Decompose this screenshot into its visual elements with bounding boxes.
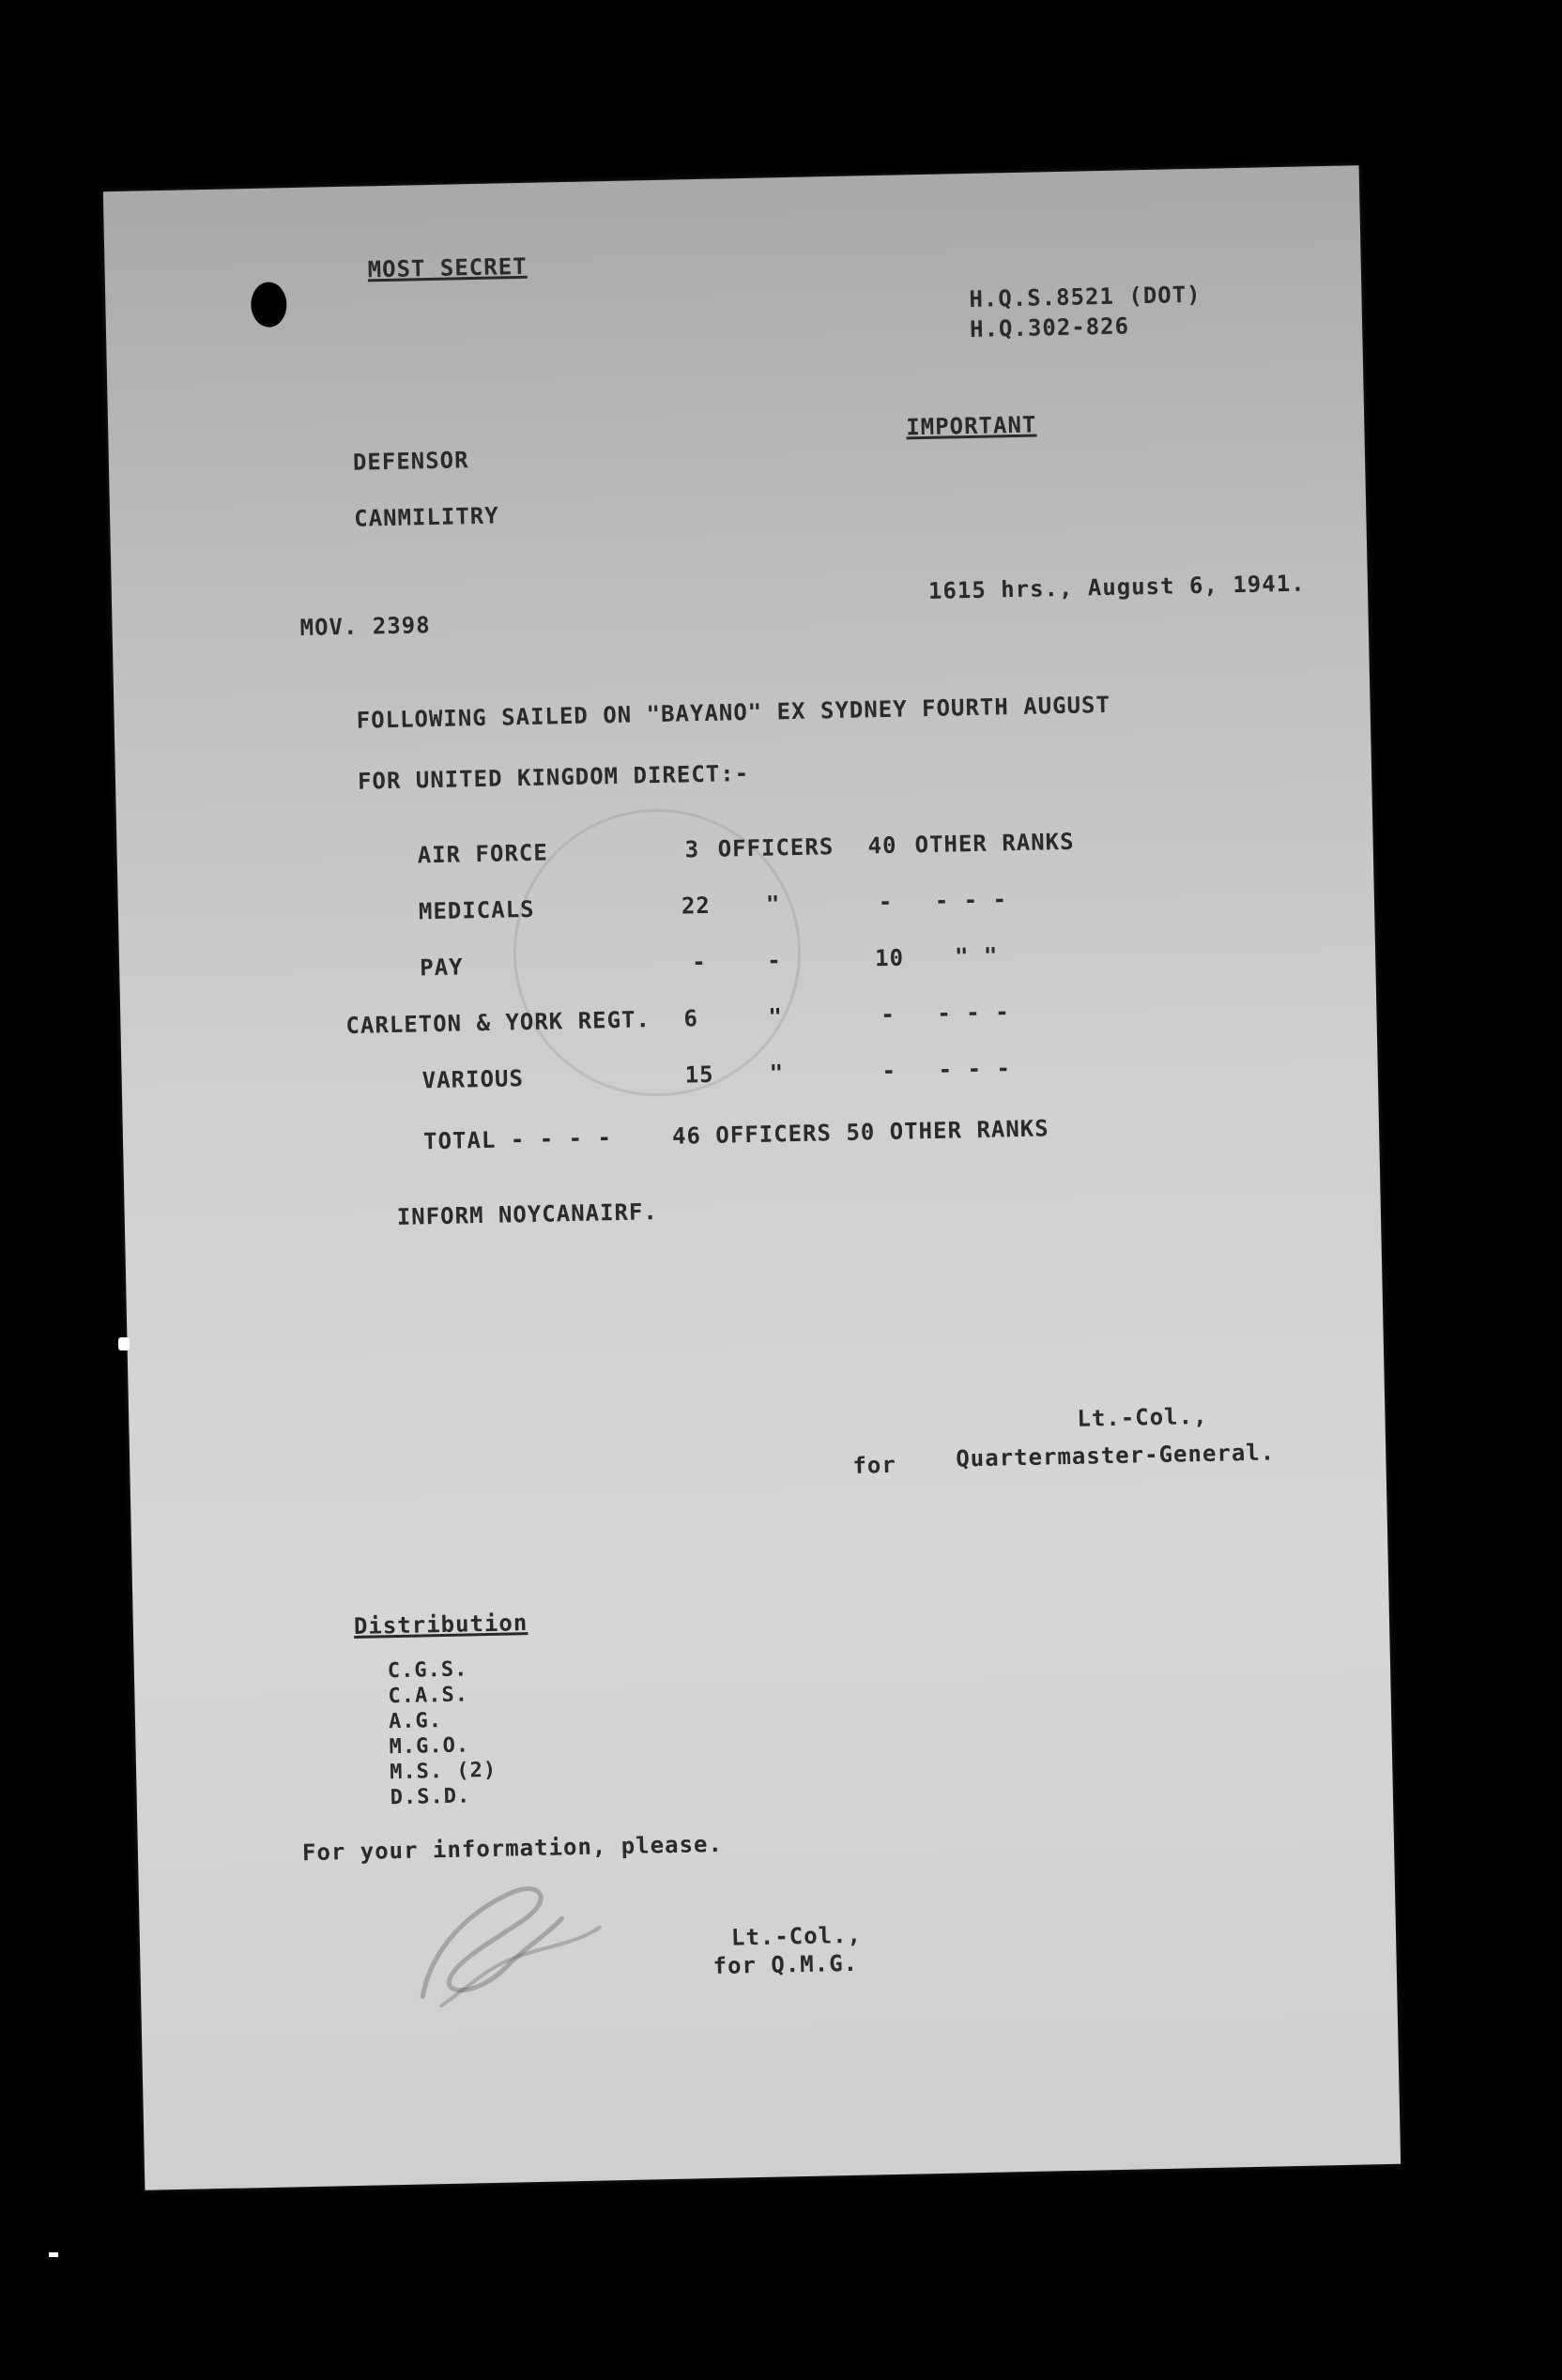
officers-label: OFFICERS bbox=[717, 833, 835, 862]
total-value: 46 OFFICERS 50 OTHER RANKS bbox=[671, 1115, 1049, 1150]
officers-label: " bbox=[769, 1060, 785, 1087]
handwritten-signature bbox=[401, 1852, 611, 2025]
signoff-for-line: Quartermaster-General. bbox=[956, 1439, 1276, 1472]
addressee-1: DEFENSOR bbox=[352, 447, 469, 476]
other-ranks-label: - - - bbox=[937, 999, 1010, 1027]
unit-name: MEDICALS bbox=[418, 895, 535, 925]
classification-label: MOST SECRET bbox=[367, 252, 528, 283]
punch-hole bbox=[251, 282, 287, 328]
footer-rank: Lt.-Col., bbox=[730, 1921, 863, 1951]
edge-speck bbox=[118, 1337, 130, 1350]
other-ranks-count: - bbox=[881, 1057, 897, 1085]
unit-name: AIR FORCE bbox=[417, 839, 549, 869]
document-page bbox=[103, 165, 1401, 2190]
body-line-1: FOLLOWING SAILED ON "BAYANO" EX SYDNEY FOURTH AUGUST bbox=[356, 691, 1111, 734]
other-ranks-count: - bbox=[878, 888, 894, 916]
body-line-2: FOR UNITED KINGDOM DIRECT:- bbox=[357, 759, 750, 795]
other-ranks-label: - - - bbox=[938, 1055, 1012, 1083]
other-ranks-count: 40 bbox=[867, 831, 897, 860]
other-ranks-label: " " bbox=[954, 942, 999, 970]
list-item: M.S. (2) bbox=[389, 1758, 498, 1785]
list-item: D.S.D. bbox=[390, 1784, 471, 1810]
other-ranks-count: - bbox=[881, 1000, 896, 1029]
unit-name: VARIOUS bbox=[421, 1065, 525, 1094]
unit-name: CARLETON & YORK REGT. bbox=[345, 1006, 651, 1040]
list-item: C.A.S. bbox=[388, 1683, 469, 1709]
information-note: For your information, please. bbox=[301, 1830, 724, 1867]
other-ranks-label: OTHER RANKS bbox=[914, 828, 1075, 859]
other-ranks-count: 10 bbox=[874, 944, 905, 972]
total-label: TOTAL - - - - bbox=[422, 1124, 613, 1155]
reference-number-1: H.Q.S.8521 (DOT) bbox=[969, 281, 1202, 313]
officers-count: 15 bbox=[684, 1060, 714, 1089]
addressee-2: CANMILITRY bbox=[353, 502, 499, 532]
officers-label: - bbox=[766, 947, 782, 974]
list-item: C.G.S. bbox=[387, 1657, 468, 1684]
message-number: MOV. 2398 bbox=[299, 612, 431, 641]
list-item: M.G.O. bbox=[389, 1733, 470, 1760]
corner-speck bbox=[49, 2252, 58, 2257]
signoff-for-prefix: for bbox=[852, 1451, 897, 1479]
distribution-heading: Distribution bbox=[353, 1610, 528, 1640]
officers-count: - bbox=[691, 948, 707, 976]
officers-count: 22 bbox=[681, 892, 712, 920]
officers-label: " bbox=[768, 1003, 784, 1030]
signoff-rank: Lt.-Col., bbox=[1077, 1402, 1208, 1432]
message-datetime: 1615 hrs., August 6, 1941. bbox=[927, 570, 1306, 604]
inform-line: INFORM NOYCANAIRF. bbox=[396, 1198, 659, 1230]
list-item: A.G. bbox=[388, 1709, 443, 1734]
officers-count: 3 bbox=[684, 836, 700, 863]
unit-name: PAY bbox=[419, 954, 464, 982]
footer-for-line: for Q.M.G. bbox=[712, 1949, 859, 1980]
other-ranks-label: - - - bbox=[934, 886, 1008, 914]
priority-label: IMPORTANT bbox=[905, 411, 1037, 441]
reference-number-2: H.Q.302-826 bbox=[969, 313, 1130, 343]
officers-label: " bbox=[765, 891, 781, 918]
officers-count: 6 bbox=[683, 1005, 699, 1032]
